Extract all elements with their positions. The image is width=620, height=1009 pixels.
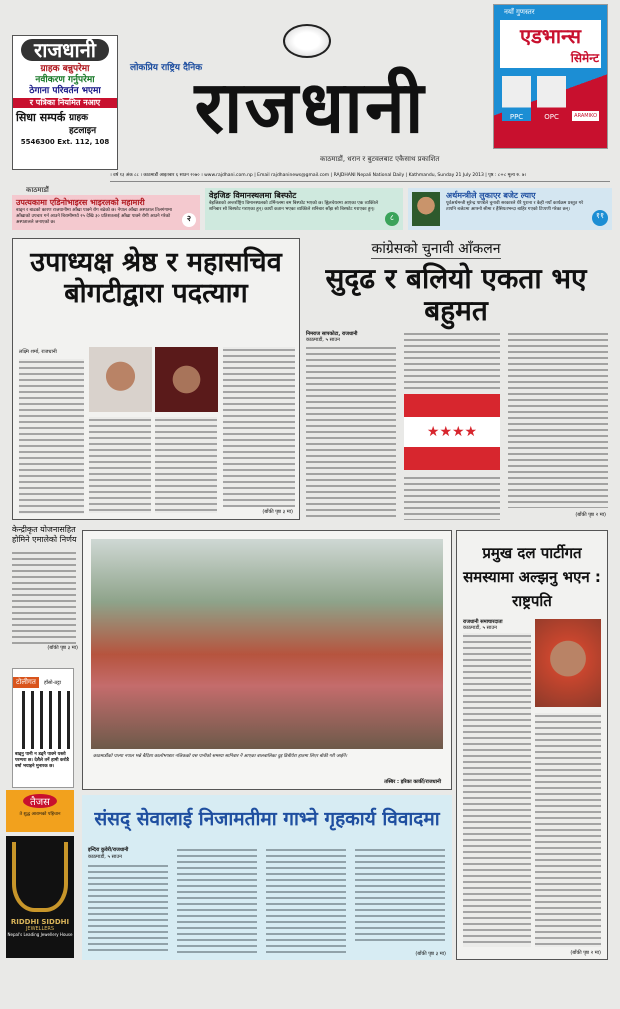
byline: निमराज सापकोटा, राजधानी	[306, 331, 358, 338]
opc-bag: OPC	[537, 76, 566, 121]
ad-line: र पत्रिका नियमित नआए	[13, 98, 117, 108]
kicker: कांग्रेसको चुनावी आँकलन	[371, 241, 501, 257]
dateline: काठमाडौं, ५ साउन	[88, 854, 122, 860]
continued: (बाँकी पृष्ठ २ मा)	[570, 950, 601, 956]
photo-credit: तस्बिर : इरिका कार्की/राजधानी	[384, 779, 441, 785]
teaser-body: बेइजिङको अन्तर्राष्ट्रिय विमानस्थलको टर्मिनलमा बम बिस्फोट भएको छ। ह्विलचेयरमा आएका एक व्यक्तिले शनिबार सो बिस्फोट गराएका हुन्। कार्यो कतान भएका व्यक्तिले शनिबार साँझ सो बिस्फोट गराएका हुन्।	[209, 201, 379, 213]
headline: केन्द्रीकृत योजनासहित होमिने एमालेको निर्णय	[12, 525, 77, 545]
jeweller-sub: JEWELLERS	[25, 926, 55, 932]
nepali-congress-flag: ★★★★	[404, 394, 500, 470]
teaser-title: अर्थमन्त्रीले लुकाएर बजेट ल्याए	[446, 191, 536, 200]
teaser-body: पूर्वअर्थमन्त्री सुरेन्द्र पाण्डेले चुनावी सरकारले धेरै पुराना र केही नयाँ कार्यक्रम प्रस्तुत गरे तापनि बजेटमा आफ्नो सीमा र हैसियतभन्दा बाहिर गएको टिप्पणी गरेका छन्।	[446, 201, 584, 213]
page-badge: ८	[385, 212, 399, 226]
brand-name: तैजस	[23, 794, 57, 808]
photo-leader-1	[89, 347, 152, 412]
continued: (बाँकी पृष्ठ ३ मा)	[415, 951, 446, 957]
story-congress[interactable]	[300, 238, 612, 520]
ad-line: नवीकरण गर्नुपरेमा	[35, 74, 95, 85]
stupa-emblem	[283, 24, 331, 58]
headline: सुदृढ र बलियो एकता भए बहुमत	[325, 262, 587, 328]
dateline: काठमाडौं, ५ साउन	[306, 337, 340, 344]
newspaper-title: राजधानी	[194, 65, 426, 149]
continued: (बाँकी पृष्ठ ३ मा)	[47, 644, 78, 651]
ad-hotline: ग्राहक हटलाइन	[69, 112, 97, 136]
headline: प्रमुख दल पार्टीगत समस्यामा अल्झनु भएन : राष्ट्रपति	[463, 544, 601, 610]
continued: (बाँकी पृष्ठ ३ मा)	[262, 509, 293, 515]
jewellery-ad[interactable]	[6, 836, 74, 958]
jeweller-name: RIDDHI SIDDHI	[10, 918, 70, 926]
ad-title: राजधानी	[21, 39, 109, 61]
photo-box	[82, 530, 452, 790]
city-label: काठमाडौं	[26, 186, 49, 194]
cartoon-tag: हाँसो-ठट्टा	[43, 680, 62, 686]
cartoon-caption: बाढ्नु पानी न डढ्नै पाक्ने यस्तो परम्परा छ। देशैले तर्ने हामी करोडै वर्षा भयाइने मुनारक छ।	[15, 752, 69, 769]
story-parliament-service[interactable]	[82, 795, 452, 960]
ad-phone: 5546300 Ext. 112, 108	[20, 137, 110, 146]
ad-line: ग्राहक बन्नुपरेमा	[40, 64, 90, 74]
teaser-1[interactable]	[12, 195, 200, 230]
photo-children-water	[91, 539, 443, 749]
brand-ad[interactable]	[6, 790, 74, 832]
teaser-title: उपत्यकामा एडिनोभाइरस भाइरलको महामारी	[16, 198, 145, 207]
cement-ad[interactable]	[493, 4, 608, 149]
ad-line: ठेगाना परिवर्तन भएमा	[29, 85, 101, 96]
necklace-image	[12, 842, 68, 912]
brand-tag: ते शुद्ध आरामको पहिचान	[19, 812, 61, 817]
minister-photo	[412, 192, 440, 226]
issue-info: । वर्ष १३ अंक ८८ । काठमाडौं आइतबार ६ साउन २०७० । www.rajdhani.com.np | Email rajdhaninews@gmail.com | RAJDHANI Nepali National Daily | Kathmandu, Sunday 21 July 2013 | पृष्ठ : ८+८ मूल्य रु. ७।	[110, 172, 610, 182]
headline: उपाध्यक्ष श्रेष्ठ र महासचिव बोगटीद्वारा पदत्याग	[30, 247, 282, 310]
teaser-2[interactable]	[205, 188, 403, 230]
dateline: काठमाडौं, ५ साउन	[463, 625, 497, 631]
page-badge: ११	[592, 210, 608, 226]
story-resignation[interactable]	[12, 238, 300, 520]
tagline: लोकप्रिय राष्ट्रिय दैनिक	[130, 63, 203, 73]
story-president[interactable]	[456, 530, 608, 960]
cement-brand: एडभान्स	[520, 24, 581, 48]
ad-kicker: नयाँ गुणस्तर	[504, 8, 535, 16]
photo-leader-2	[155, 347, 218, 412]
teaser-body: बाढ्न र बाढको कारण राजधानीमा आँखा पाक्ने रोग बढेको छ। नेपाल आँखा अस्पताल तिलगंगामा आँखाको उपचार गर्न आउने बिरामीमध्ये २५ देखि ३० प्रतिशतलाई आँखा पाक्ने रोगी आउने गरेको अस्पतालले जनाएको छ।	[16, 208, 172, 226]
teaser-3[interactable]	[408, 188, 612, 230]
subscription-ad[interactable]	[12, 35, 118, 170]
byline: राजधानी समाचारदाता	[463, 619, 503, 625]
cartoon-drawing	[16, 691, 70, 749]
story-uml[interactable]	[12, 525, 78, 665]
ppc-bag: PPC	[502, 76, 531, 121]
teaser-title: वेइजिङ विमानस्थलमा बिस्फोट	[209, 191, 297, 200]
headline: संसद् सेवालाई निजामतीमा गाभ्ने गृहकार्य विवादमा	[94, 808, 440, 830]
ad-contact: सिधा सम्पर्क	[16, 110, 66, 124]
publisher-line: काठमाडौं, धरान र बुटवलबाट एकैसाथ प्रकाशित	[320, 155, 440, 163]
president-photo	[535, 619, 601, 707]
jeweller-tag: Nepal's Leading Jewellery House	[7, 932, 73, 937]
photo-caption: काठमाडौंको पाल्पा नपाल भन्ने बैदिशा कालोभण्डार नजिकको यस पानीको समस्या सानिबार नै आएका बालबालिका दुइ डिबीयेरा हातमा लिएर बोकी गरी जाईनै।	[93, 754, 348, 759]
page-badge: २	[182, 213, 196, 227]
cement-product: सिमेन्ट	[570, 51, 599, 65]
byline: इन्दिरा कुवेरी/राजधानी	[88, 847, 129, 853]
byline: लक्ष्मि शर्मा, राजधानी	[19, 349, 57, 355]
maker-logo: ARAMIKO	[574, 113, 597, 119]
cartoon-box	[12, 668, 74, 788]
cartoon-label: टोलीगत	[13, 677, 39, 688]
continued: (बाँकी पृष्ठ २ मा)	[575, 512, 606, 518]
